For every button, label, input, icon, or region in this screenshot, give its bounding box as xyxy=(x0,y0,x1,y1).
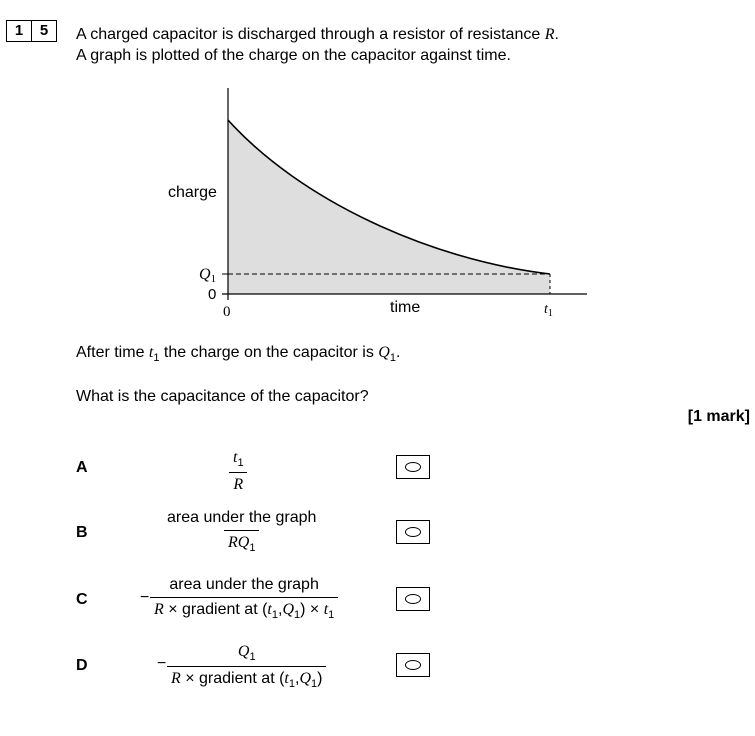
stem-line-2: A graph is plotted of the charge on the capacitor against time. xyxy=(76,47,511,64)
option-d-numerator: $Q_1$ xyxy=(237,643,256,664)
answer-oval xyxy=(405,462,421,472)
answer-oval xyxy=(405,660,421,670)
option-d-expression xyxy=(167,643,326,690)
answer-oval xyxy=(405,594,421,604)
y-axis-label: charge xyxy=(168,184,217,201)
option-c-answer-box[interactable] xyxy=(396,587,430,611)
option-d-answer-box[interactable] xyxy=(396,653,430,677)
question-prompt: What is the capacitance of the capacitor? xyxy=(76,388,369,405)
answer-oval xyxy=(405,527,421,537)
charge-time-graph xyxy=(150,80,610,340)
option-a-denominator: R xyxy=(229,472,247,494)
option-d-letter: D xyxy=(76,657,88,674)
option-a-answer-box[interactable] xyxy=(396,455,430,479)
x-zero-label: 0 xyxy=(223,304,231,320)
mark-allocation: [1 mark] xyxy=(687,408,750,425)
option-b-expression xyxy=(163,509,320,554)
option-c-letter: C xyxy=(76,591,88,608)
question-digit: 1 xyxy=(14,22,24,39)
option-b-numerator: area under the graph xyxy=(167,509,317,526)
question-stem xyxy=(76,24,559,66)
option-b-denominator: $RQ_1$ xyxy=(224,530,259,554)
area-under-curve xyxy=(228,120,550,294)
option-c-minus: − xyxy=(140,589,150,606)
question-digit: 5 xyxy=(31,21,56,41)
stem-text: A charged capacitor is discharged through a resistor of resistance xyxy=(76,26,545,43)
option-c-expression xyxy=(150,576,338,621)
option-c-denominator: R × gradient at $(t_1,Q_1) \times t_1$ xyxy=(150,597,338,621)
option-a-letter: A xyxy=(76,459,88,476)
given-statement: After time $t_1$ the charge on the capacitor is $Q_1$. xyxy=(76,344,401,365)
stem-end: . xyxy=(554,26,559,43)
q1-tick-label: Q1 xyxy=(199,266,217,285)
t1-tick-label: $t_1$ xyxy=(544,302,553,319)
option-d-denominator: R × gradient at $(t_1,Q_1)$ xyxy=(167,666,326,690)
x-axis-label: time xyxy=(390,299,421,316)
question-number xyxy=(6,20,57,42)
option-a-expression xyxy=(229,449,248,494)
option-d-minus: − xyxy=(157,655,167,672)
option-b-letter: B xyxy=(76,524,88,541)
y-zero-label: 0 xyxy=(208,286,217,303)
option-a-numerator: $t_1$ xyxy=(233,449,244,470)
option-b-answer-box[interactable] xyxy=(396,520,430,544)
option-c-numerator: area under the graph xyxy=(169,576,319,593)
resistance-symbol: R xyxy=(544,26,555,43)
